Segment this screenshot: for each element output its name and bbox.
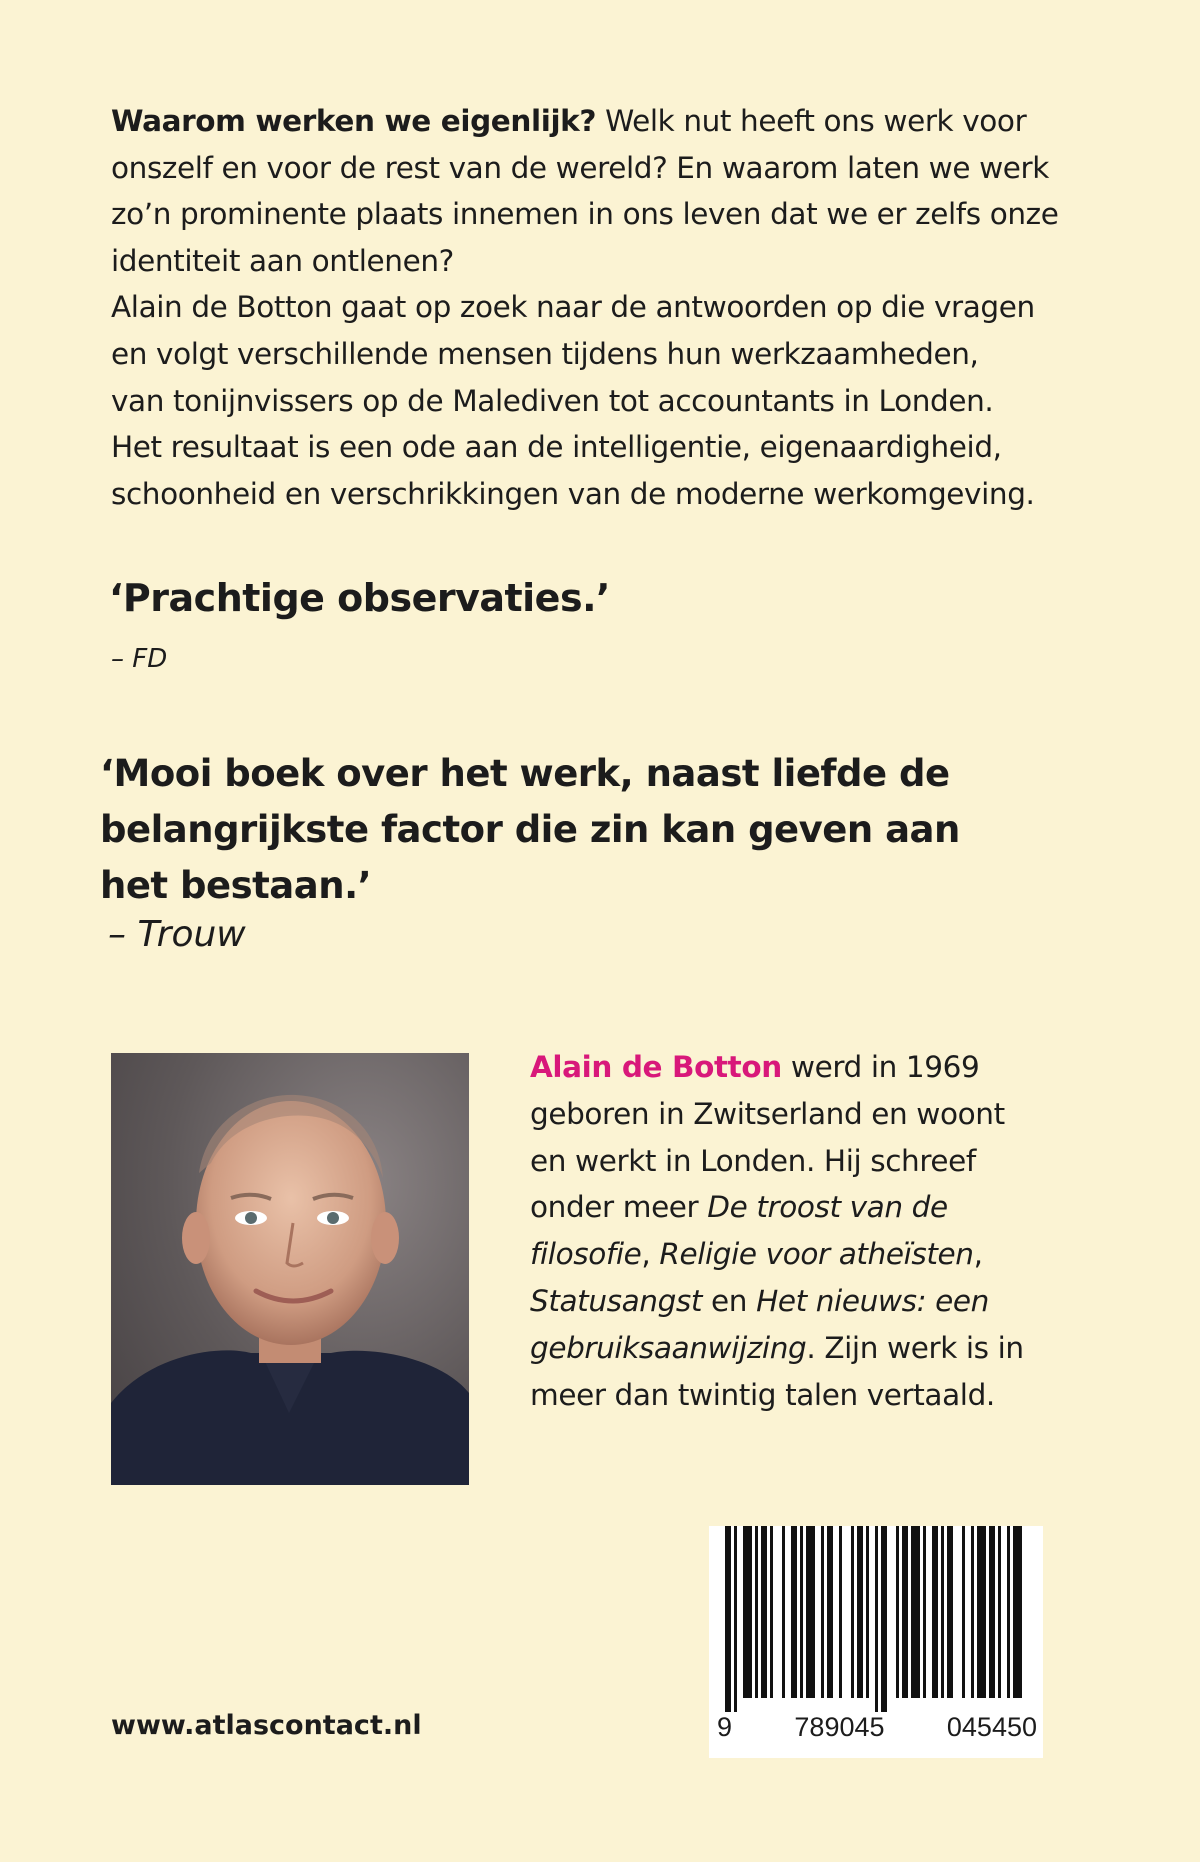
book-title: Het nieuws: een	[756, 1283, 989, 1318]
blurb-line: identiteit aan ontlenen?	[111, 243, 454, 278]
blurb-line: en volgt verschillende mensen tijdens hun werkzaamheden,	[111, 336, 979, 371]
barcode-bar	[791, 1526, 797, 1698]
book-title: filosofie	[530, 1237, 642, 1272]
barcode-bar	[755, 1526, 758, 1698]
barcode-bar	[800, 1526, 803, 1698]
book-title: gebruiksaanwijzing	[530, 1330, 807, 1365]
isbn-digits	[717, 1712, 1037, 1743]
barcode-bar	[962, 1526, 965, 1698]
author-portrait-photo	[111, 1053, 469, 1485]
barcode-bar	[989, 1526, 995, 1698]
bio-text: en	[702, 1283, 757, 1318]
barcode-bar	[821, 1526, 824, 1698]
author-name: Alain de Botton	[530, 1050, 782, 1084]
blurb-line: Het resultaat is een ode aan de intelligentie, eigenaardigheid,	[111, 430, 1002, 465]
isbn-barcode	[709, 1526, 1043, 1758]
barcode-bar	[782, 1526, 785, 1698]
barcode-bar	[875, 1526, 878, 1712]
barcode-bar	[866, 1526, 869, 1698]
author-portrait-icon	[111, 1053, 469, 1485]
blurb	[111, 98, 1071, 517]
barcode-bar	[923, 1526, 926, 1698]
isbn-group-right: 045450	[946, 1712, 1037, 1742]
barcode-bar	[896, 1526, 899, 1698]
bio-text: ,	[641, 1237, 660, 1272]
barcode-bar	[881, 1526, 887, 1712]
blurb-line: Alain de Botton gaat op zoek naar de antwoorden op die vragen	[111, 290, 1035, 325]
bio-text: onder meer	[530, 1190, 708, 1225]
barcode-bar	[977, 1526, 986, 1698]
barcode-bar	[941, 1526, 944, 1698]
quote-line: het bestaan.’	[100, 864, 372, 907]
barcode-bar	[911, 1526, 920, 1698]
barcode-bar	[770, 1526, 773, 1698]
barcode-bar	[851, 1526, 854, 1698]
book-title: Statusangst	[530, 1283, 703, 1318]
bio-text: . Zijn werk is in	[806, 1330, 1024, 1365]
bio-text: geboren in Zwitserland en woont	[530, 1096, 1005, 1131]
book-title: Religie voor atheïsten	[659, 1237, 974, 1272]
blurb-line: onszelf en voor de rest van de wereld? En waarom laten we werk	[111, 150, 1049, 185]
barcode-bar	[839, 1526, 842, 1698]
barcode-bar	[998, 1526, 1001, 1698]
quote-line: belangrijkste factor die zin kan geven aan	[100, 808, 960, 851]
barcode-bar	[725, 1526, 731, 1712]
author-bio	[530, 1044, 1090, 1418]
isbn-prefix: 9	[717, 1712, 733, 1742]
blurb-line: Welk nut heeft ons werk voor	[596, 104, 1027, 138]
review-source-trouw: – Trouw	[108, 914, 246, 955]
bio-text: meer dan twintig talen vertaald.	[530, 1377, 995, 1412]
review-quote-fd: ‘Prachtige observaties.’	[109, 576, 610, 620]
barcode-bar	[902, 1526, 908, 1698]
bio-text: werd in 1969	[781, 1050, 980, 1084]
barcode-bar	[827, 1526, 833, 1698]
barcode-bar	[761, 1526, 767, 1698]
bio-text: ,	[973, 1237, 983, 1272]
publisher-website: www.atlascontact.nl	[111, 1710, 422, 1741]
blurb-lead: Waarom werken we eigenlijk?	[111, 104, 597, 138]
book-title: De troost van de	[707, 1190, 948, 1225]
quote-line: ‘Mooi boek over het werk, naast liefde de	[100, 752, 950, 795]
barcode-bar	[806, 1526, 815, 1698]
barcode-bar	[743, 1526, 752, 1698]
bio-text: en werkt in Londen. Hij schreef	[530, 1143, 976, 1178]
blurb-line: schoonheid en verschrikkingen van de moderne werkomgeving.	[111, 476, 1035, 511]
barcode-bar	[1013, 1526, 1022, 1698]
review-source-fd: – FD	[111, 644, 168, 674]
barcode-bar	[1007, 1526, 1010, 1698]
barcode-bar	[734, 1526, 737, 1712]
barcode-bar	[932, 1526, 938, 1698]
review-quote-trouw	[100, 746, 1000, 914]
barcode-bar	[947, 1526, 953, 1698]
isbn-group-left: 789045	[794, 1712, 885, 1742]
barcode-bars	[725, 1526, 1025, 1712]
barcode-bar	[971, 1526, 974, 1698]
blurb-line: van tonijnvissers op de Malediven tot accountants in Londen.	[111, 383, 994, 418]
blurb-line: zo’n prominente plaats innemen in ons leven dat we er zelfs onze	[111, 197, 1059, 232]
barcode-bar	[857, 1526, 863, 1698]
